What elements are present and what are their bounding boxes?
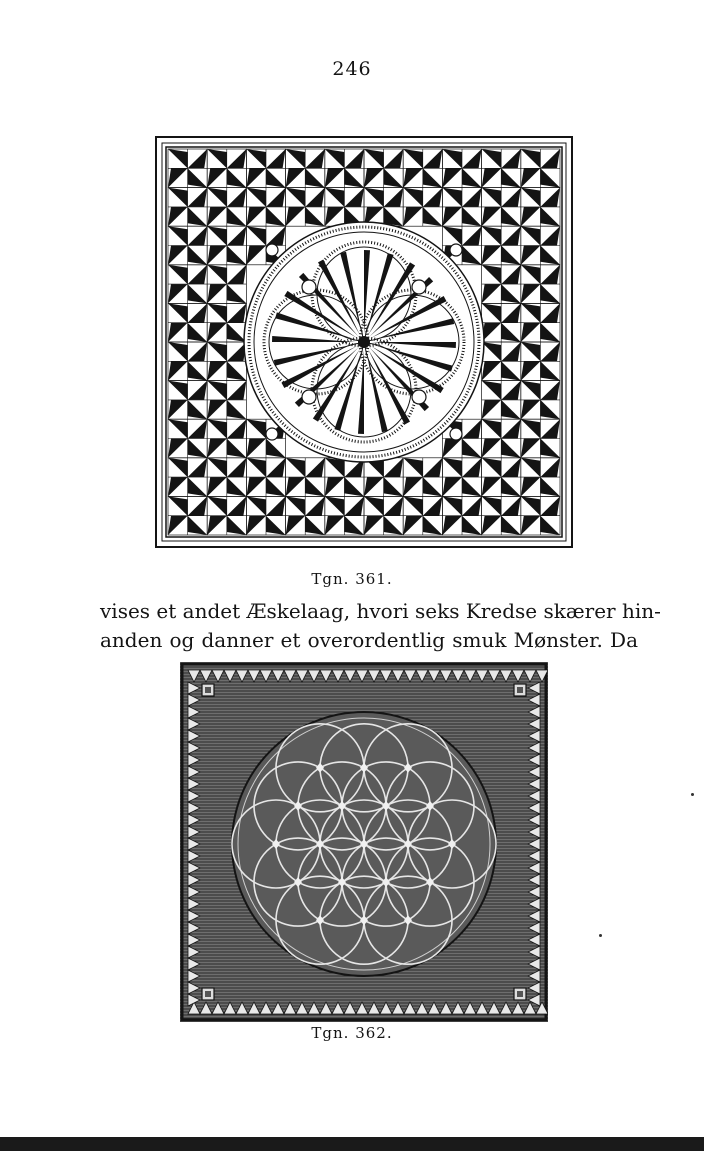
chip-carving-star [207,226,246,265]
chip-carving-star [207,496,246,535]
chip-carving-star [442,188,481,227]
chip-carving-star [364,149,403,188]
chip-carving-star [207,458,246,497]
chip-carving-star [207,265,246,304]
chip-carving-star [207,381,246,420]
carving-illustration-362 [180,662,548,1022]
chip-carving-star [521,188,560,227]
print-speck [599,934,602,937]
page-number: 246 [332,58,372,80]
chip-carving-star [168,381,207,420]
chip-carving-star [325,149,364,188]
chip-carving-star [521,265,560,304]
chip-carving-star [286,496,325,535]
chip-carving-star [246,149,285,188]
chip-carving-star [325,458,364,497]
body-text-line-1: vises et andet Æskelaag, hvori seks Kredse skærer hin- [100,599,661,623]
chip-carving-star [168,458,207,497]
chip-carving-star [168,226,207,265]
chip-carving-star [246,496,285,535]
carving-illustration-361 [154,135,574,549]
chip-carving-star [403,149,442,188]
chip-carving-star [482,458,521,497]
chip-carving-star [521,226,560,265]
chip-carving-star [207,149,246,188]
scan-bottom-edge [0,1137,704,1151]
chip-carving-star [482,381,521,420]
chip-carving-star [207,419,246,458]
chip-carving-star [482,188,521,227]
chip-carving-star [521,458,560,497]
chip-carving-star [325,496,364,535]
body-text-line-2: anden og danner et overordentlig smuk Mønster. Da [100,628,638,652]
chip-carving-star [403,496,442,535]
chip-carving-star [521,149,560,188]
figure-caption-361: Tgn. 361. [311,570,393,588]
chip-carving-star [286,149,325,188]
chip-carving-star [442,458,481,497]
chip-carving-star [325,188,364,227]
chip-carving-star [207,303,246,342]
chip-carving-star [482,265,521,304]
chip-carving-star [482,303,521,342]
chip-carving-star [246,458,285,497]
chip-carving-star [482,226,521,265]
six-circle-rosette [232,712,496,976]
chip-carving-star [521,496,560,535]
chip-carving-star [442,149,481,188]
chip-carving-star [168,303,207,342]
chip-carving-star [482,149,521,188]
chip-carving-star [168,265,207,304]
chip-carving-star [364,188,403,227]
chip-carving-star [403,458,442,497]
chip-carving-star [482,342,521,381]
chip-carving-star [403,188,442,227]
chip-carving-star [364,496,403,535]
chip-carving-star [521,419,560,458]
chip-carving-star [521,342,560,381]
chip-carving-star [442,496,481,535]
chip-carving-star [168,419,207,458]
chip-carving-star [521,303,560,342]
chip-carving-star [286,458,325,497]
chip-carving-star [521,381,560,420]
chip-carving-star [168,496,207,535]
chip-carving-star [364,458,403,497]
chip-carving-star [168,342,207,381]
chip-carving-star [207,188,246,227]
chip-carving-star [482,419,521,458]
chip-carving-star [168,149,207,188]
quatrefoil-rosette [244,222,484,462]
chip-carving-star [286,188,325,227]
chip-carving-star [168,188,207,227]
chip-carving-star [246,188,285,227]
chip-carving-star [482,496,521,535]
figure-caption-362: Tgn. 362. [311,1024,393,1042]
print-speck [691,793,694,796]
chip-carving-star [207,342,246,381]
